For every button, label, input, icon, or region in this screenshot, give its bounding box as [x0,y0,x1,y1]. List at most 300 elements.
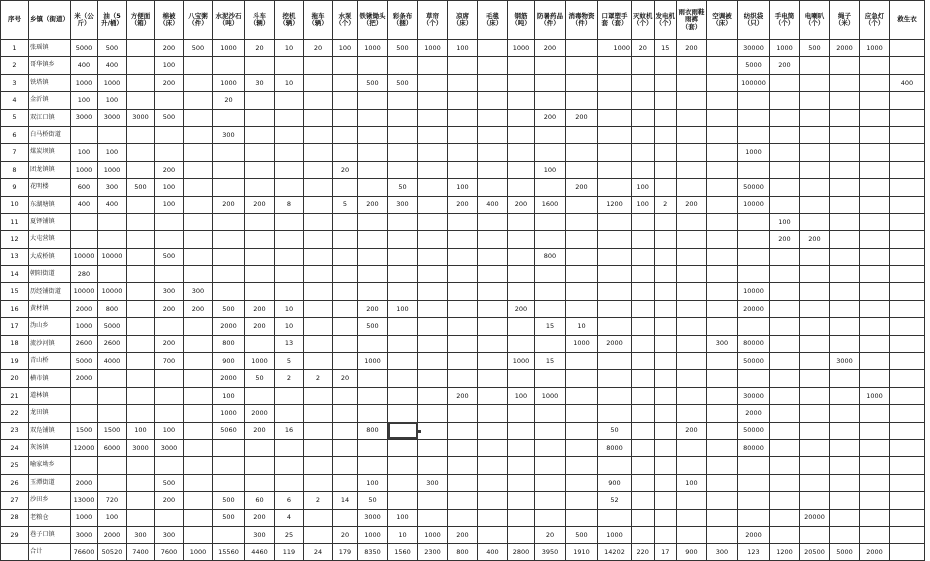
data-cell[interactable] [418,179,448,196]
data-cell[interactable]: 200 [155,74,184,91]
data-cell[interactable] [830,318,860,335]
data-cell[interactable] [478,457,508,474]
data-cell[interactable]: 1000 [184,544,213,561]
data-cell[interactable]: 2000 [71,370,98,387]
data-cell[interactable] [184,144,213,161]
data-cell[interactable] [358,283,388,300]
data-cell[interactable]: 500 [184,40,213,57]
data-cell[interactable]: 200 [448,196,478,213]
data-cell[interactable] [358,405,388,422]
data-cell[interactable] [245,161,275,178]
data-cell[interactable] [275,439,304,456]
data-cell[interactable] [418,457,448,474]
town-name-cell[interactable]: 灰汤镇 [29,439,71,456]
data-cell[interactable] [213,109,245,126]
data-cell[interactable] [508,126,535,143]
data-cell[interactable] [566,492,598,509]
data-cell[interactable] [860,474,890,491]
data-cell[interactable]: 800 [535,248,566,265]
data-cell[interactable] [418,248,448,265]
data-cell[interactable]: 800 [358,422,388,439]
data-cell[interactable]: 720 [98,492,127,509]
data-cell[interactable] [127,126,155,143]
data-cell[interactable] [418,231,448,248]
data-cell[interactable] [71,126,98,143]
data-cell[interactable] [677,283,707,300]
data-cell[interactable] [738,457,770,474]
data-cell[interactable] [566,405,598,422]
town-name-cell[interactable]: 白马桥街道 [29,126,71,143]
data-cell[interactable] [127,474,155,491]
column-header[interactable]: 方便面（箱） [127,1,155,40]
data-cell[interactable]: 300 [245,526,275,543]
data-cell[interactable] [535,74,566,91]
data-cell[interactable] [388,335,418,352]
data-cell[interactable] [304,266,333,283]
data-cell[interactable] [448,109,478,126]
data-cell[interactable] [275,387,304,404]
data-cell[interactable]: 2000 [738,526,770,543]
data-cell[interactable] [304,300,333,317]
data-cell[interactable]: 200 [213,196,245,213]
data-cell[interactable] [245,387,275,404]
data-cell[interactable] [830,422,860,439]
data-cell[interactable] [566,161,598,178]
data-cell[interactable] [654,492,677,509]
data-cell[interactable] [358,179,388,196]
data-cell[interactable] [830,266,860,283]
data-cell[interactable] [213,474,245,491]
data-cell[interactable]: 5 [275,353,304,370]
data-cell[interactable]: 300 [213,126,245,143]
data-cell[interactable]: 1000 [98,161,127,178]
column-header[interactable]: 绳子（米） [830,1,860,40]
data-cell[interactable] [860,318,890,335]
data-cell[interactable]: 200 [245,422,275,439]
data-cell[interactable] [800,492,830,509]
data-cell[interactable] [184,457,213,474]
data-cell[interactable] [478,335,508,352]
data-cell[interactable] [770,474,800,491]
data-cell[interactable] [304,161,333,178]
data-cell[interactable] [71,213,98,230]
data-cell[interactable] [677,335,707,352]
data-cell[interactable] [830,387,860,404]
data-cell[interactable] [770,318,800,335]
data-cell[interactable] [245,248,275,265]
data-cell[interactable] [800,57,830,74]
data-cell[interactable] [388,422,418,439]
data-cell[interactable] [448,405,478,422]
data-cell[interactable] [707,248,738,265]
data-cell[interactable]: 3000 [71,526,98,543]
data-cell[interactable] [632,126,655,143]
data-cell[interactable] [800,109,830,126]
data-cell[interactable] [448,92,478,109]
data-cell[interactable] [654,213,677,230]
data-cell[interactable] [598,353,632,370]
data-cell[interactable] [654,266,677,283]
data-cell[interactable] [890,439,925,456]
data-cell[interactable] [890,196,925,213]
data-cell[interactable] [890,248,925,265]
data-cell[interactable] [333,92,358,109]
data-cell[interactable] [508,248,535,265]
data-cell[interactable]: 500 [566,526,598,543]
data-cell[interactable] [566,300,598,317]
data-cell[interactable]: 500 [388,74,418,91]
data-cell[interactable] [508,57,535,74]
data-cell[interactable] [632,248,655,265]
data-cell[interactable]: 300 [127,526,155,543]
data-cell[interactable]: 100 [127,422,155,439]
data-cell[interactable] [448,457,478,474]
data-cell[interactable] [860,509,890,526]
data-cell[interactable]: 800 [98,300,127,317]
data-cell[interactable] [155,144,184,161]
data-cell[interactable] [890,422,925,439]
data-cell[interactable] [707,492,738,509]
data-cell[interactable] [275,248,304,265]
data-cell[interactable] [830,57,860,74]
town-name-cell[interactable]: 花明楼 [29,179,71,196]
data-cell[interactable] [707,457,738,474]
data-cell[interactable] [478,161,508,178]
data-cell[interactable]: 1200 [770,544,800,561]
data-cell[interactable] [800,144,830,161]
data-cell[interactable] [535,439,566,456]
data-cell[interactable]: 2000 [71,474,98,491]
row-number-cell[interactable]: 8 [1,161,29,178]
data-cell[interactable]: 10000 [98,248,127,265]
data-cell[interactable] [333,387,358,404]
data-cell[interactable]: 7600 [155,544,184,561]
data-cell[interactable] [275,92,304,109]
town-name-cell[interactable]: 龙田镇 [29,405,71,422]
town-name-cell[interactable]: 黄材镇 [29,300,71,317]
data-cell[interactable] [245,474,275,491]
data-cell[interactable] [127,492,155,509]
data-cell[interactable] [800,526,830,543]
row-number-cell[interactable]: 25 [1,457,29,474]
data-cell[interactable] [770,179,800,196]
data-cell[interactable] [677,266,707,283]
data-cell[interactable] [418,353,448,370]
data-cell[interactable] [800,92,830,109]
data-cell[interactable] [333,300,358,317]
data-cell[interactable]: 300 [388,196,418,213]
data-cell[interactable] [860,526,890,543]
data-cell[interactable]: 3000 [358,509,388,526]
row-number-cell[interactable]: 20 [1,370,29,387]
data-cell[interactable] [98,266,127,283]
data-cell[interactable] [770,335,800,352]
data-cell[interactable] [800,439,830,456]
data-cell[interactable] [213,144,245,161]
data-cell[interactable]: 300 [155,526,184,543]
data-cell[interactable] [677,248,707,265]
data-cell[interactable] [860,335,890,352]
data-cell[interactable]: 300 [707,544,738,561]
data-cell[interactable] [418,266,448,283]
town-name-cell[interactable]: 巷子口镇 [29,526,71,543]
data-cell[interactable]: 400 [478,544,508,561]
data-cell[interactable] [127,509,155,526]
data-cell[interactable] [860,196,890,213]
data-cell[interactable] [830,92,860,109]
data-cell[interactable]: 100 [770,213,800,230]
data-cell[interactable] [275,283,304,300]
data-cell[interactable] [800,474,830,491]
data-cell[interactable] [890,509,925,526]
data-cell[interactable] [184,370,213,387]
data-cell[interactable]: 400 [71,196,98,213]
data-cell[interactable] [418,405,448,422]
column-header[interactable]: 水泵（个） [333,1,358,40]
town-name-cell[interactable]: 团龙镇镇 [29,161,71,178]
data-cell[interactable] [632,57,655,74]
data-cell[interactable] [358,213,388,230]
data-cell[interactable] [304,231,333,248]
data-cell[interactable] [448,74,478,91]
data-cell[interactable] [707,370,738,387]
data-cell[interactable] [388,109,418,126]
data-cell[interactable] [677,179,707,196]
data-cell[interactable]: 200 [155,300,184,317]
data-cell[interactable]: 100000 [738,74,770,91]
data-cell[interactable] [738,509,770,526]
data-cell[interactable]: 200 [155,40,184,57]
data-cell[interactable] [860,439,890,456]
data-cell[interactable] [358,457,388,474]
data-cell[interactable] [508,335,535,352]
data-cell[interactable] [478,92,508,109]
data-cell[interactable] [184,109,213,126]
data-cell[interactable] [770,387,800,404]
column-header[interactable]: 油（5升/桶） [98,1,127,40]
data-cell[interactable]: 200 [245,509,275,526]
data-cell[interactable] [155,318,184,335]
row-number-cell[interactable]: 17 [1,318,29,335]
data-cell[interactable] [304,509,333,526]
data-cell[interactable] [566,283,598,300]
data-cell[interactable]: 50 [245,370,275,387]
data-cell[interactable] [448,335,478,352]
data-cell[interactable] [71,231,98,248]
data-cell[interactable] [677,161,707,178]
data-cell[interactable] [800,405,830,422]
column-header[interactable]: 米（公斤） [71,1,98,40]
data-cell[interactable] [508,266,535,283]
data-cell[interactable] [478,439,508,456]
data-cell[interactable] [184,126,213,143]
data-cell[interactable]: 1000 [508,353,535,370]
data-cell[interactable] [184,526,213,543]
data-cell[interactable] [654,74,677,91]
column-header[interactable]: 发电机（个） [654,1,677,40]
data-cell[interactable] [860,457,890,474]
data-cell[interactable] [245,126,275,143]
data-cell[interactable] [738,474,770,491]
data-cell[interactable]: 300 [155,283,184,300]
data-cell[interactable] [598,405,632,422]
data-cell[interactable] [890,318,925,335]
data-cell[interactable] [245,57,275,74]
data-cell[interactable] [707,266,738,283]
data-cell[interactable] [830,74,860,91]
data-cell[interactable] [333,474,358,491]
data-cell[interactable] [860,266,890,283]
data-cell[interactable] [508,370,535,387]
data-cell[interactable] [127,318,155,335]
data-cell[interactable] [654,387,677,404]
data-cell[interactable] [860,492,890,509]
data-cell[interactable]: 1000 [770,40,800,57]
data-cell[interactable] [98,126,127,143]
data-cell[interactable] [654,144,677,161]
data-cell[interactable] [245,109,275,126]
data-cell[interactable]: 200 [677,40,707,57]
data-cell[interactable] [632,266,655,283]
data-cell[interactable]: 8 [275,196,304,213]
town-name-cell[interactable]: 老粮仓 [29,509,71,526]
data-cell[interactable] [448,439,478,456]
data-cell[interactable] [98,405,127,422]
data-cell[interactable] [155,387,184,404]
data-cell[interactable] [566,144,598,161]
data-cell[interactable] [770,509,800,526]
data-cell[interactable] [632,353,655,370]
data-cell[interactable]: 200 [677,422,707,439]
data-cell[interactable]: 80000 [738,335,770,352]
data-cell[interactable] [71,405,98,422]
data-cell[interactable] [213,57,245,74]
town-name-cell[interactable]: 朝阳街道 [29,266,71,283]
data-cell[interactable] [677,109,707,126]
data-cell[interactable]: 4460 [245,544,275,561]
data-cell[interactable] [598,109,632,126]
row-number-cell[interactable]: 2 [1,57,29,74]
data-cell[interactable] [890,353,925,370]
data-cell[interactable] [448,231,478,248]
data-cell[interactable]: 200 [770,231,800,248]
data-cell[interactable] [800,300,830,317]
data-cell[interactable] [478,509,508,526]
data-cell[interactable]: 50000 [738,353,770,370]
column-header[interactable]: 电喇叭（个） [800,1,830,40]
data-cell[interactable] [654,526,677,543]
data-cell[interactable]: 200 [448,526,478,543]
data-cell[interactable]: 400 [98,196,127,213]
data-cell[interactable] [830,231,860,248]
data-cell[interactable] [448,492,478,509]
data-cell[interactable] [860,144,890,161]
data-cell[interactable] [890,283,925,300]
data-cell[interactable] [535,283,566,300]
data-cell[interactable] [535,231,566,248]
column-header[interactable]: 彩条布（捆） [388,1,418,40]
town-name-cell[interactable]: 哥华镇乡 [29,57,71,74]
data-cell[interactable] [213,439,245,456]
data-cell[interactable] [677,300,707,317]
data-cell[interactable]: 3000 [830,353,860,370]
data-cell[interactable] [566,387,598,404]
data-cell[interactable] [598,179,632,196]
data-cell[interactable] [890,109,925,126]
data-cell[interactable] [598,144,632,161]
data-cell[interactable]: 20 [632,40,655,57]
data-cell[interactable] [333,457,358,474]
data-cell[interactable] [566,248,598,265]
data-cell[interactable] [304,405,333,422]
data-cell[interactable]: 800 [448,544,478,561]
data-cell[interactable] [448,370,478,387]
data-cell[interactable] [184,492,213,509]
data-cell[interactable] [770,353,800,370]
data-cell[interactable] [418,126,448,143]
column-header[interactable]: 雨衣雨鞋雨裤（套） [677,1,707,40]
data-cell[interactable] [566,74,598,91]
data-cell[interactable] [508,283,535,300]
data-cell[interactable]: 5 [333,196,358,213]
data-cell[interactable] [770,492,800,509]
data-cell[interactable] [566,92,598,109]
data-cell[interactable] [800,74,830,91]
data-cell[interactable] [245,213,275,230]
data-cell[interactable] [860,231,890,248]
data-cell[interactable] [333,509,358,526]
row-number-cell[interactable]: 28 [1,509,29,526]
data-cell[interactable] [566,231,598,248]
column-header[interactable]: 八宝粥（件） [184,1,213,40]
data-cell[interactable] [598,318,632,335]
data-cell[interactable] [478,318,508,335]
data-cell[interactable] [388,370,418,387]
data-cell[interactable] [213,231,245,248]
data-cell[interactable] [508,161,535,178]
data-cell[interactable] [860,109,890,126]
data-cell[interactable] [707,300,738,317]
data-cell[interactable]: 6 [275,492,304,509]
data-cell[interactable] [707,231,738,248]
data-cell[interactable] [184,248,213,265]
data-cell[interactable] [508,405,535,422]
data-cell[interactable] [860,405,890,422]
data-cell[interactable] [800,213,830,230]
data-cell[interactable] [535,370,566,387]
data-cell[interactable]: 10000 [71,248,98,265]
data-cell[interactable] [830,335,860,352]
data-cell[interactable]: 2 [304,370,333,387]
data-cell[interactable]: 10 [275,40,304,57]
data-cell[interactable] [213,266,245,283]
data-cell[interactable] [155,92,184,109]
data-cell[interactable] [632,387,655,404]
data-cell[interactable] [800,318,830,335]
data-cell[interactable]: 100 [358,474,388,491]
data-cell[interactable] [632,109,655,126]
data-cell[interactable] [800,266,830,283]
data-cell[interactable]: 500 [155,109,184,126]
data-cell[interactable] [770,266,800,283]
data-cell[interactable] [890,387,925,404]
data-cell[interactable] [677,439,707,456]
data-cell[interactable] [155,370,184,387]
data-cell[interactable] [770,161,800,178]
data-cell[interactable] [890,544,925,561]
town-name-cell[interactable]: 喻家坳乡 [29,457,71,474]
data-cell[interactable]: 200 [508,300,535,317]
